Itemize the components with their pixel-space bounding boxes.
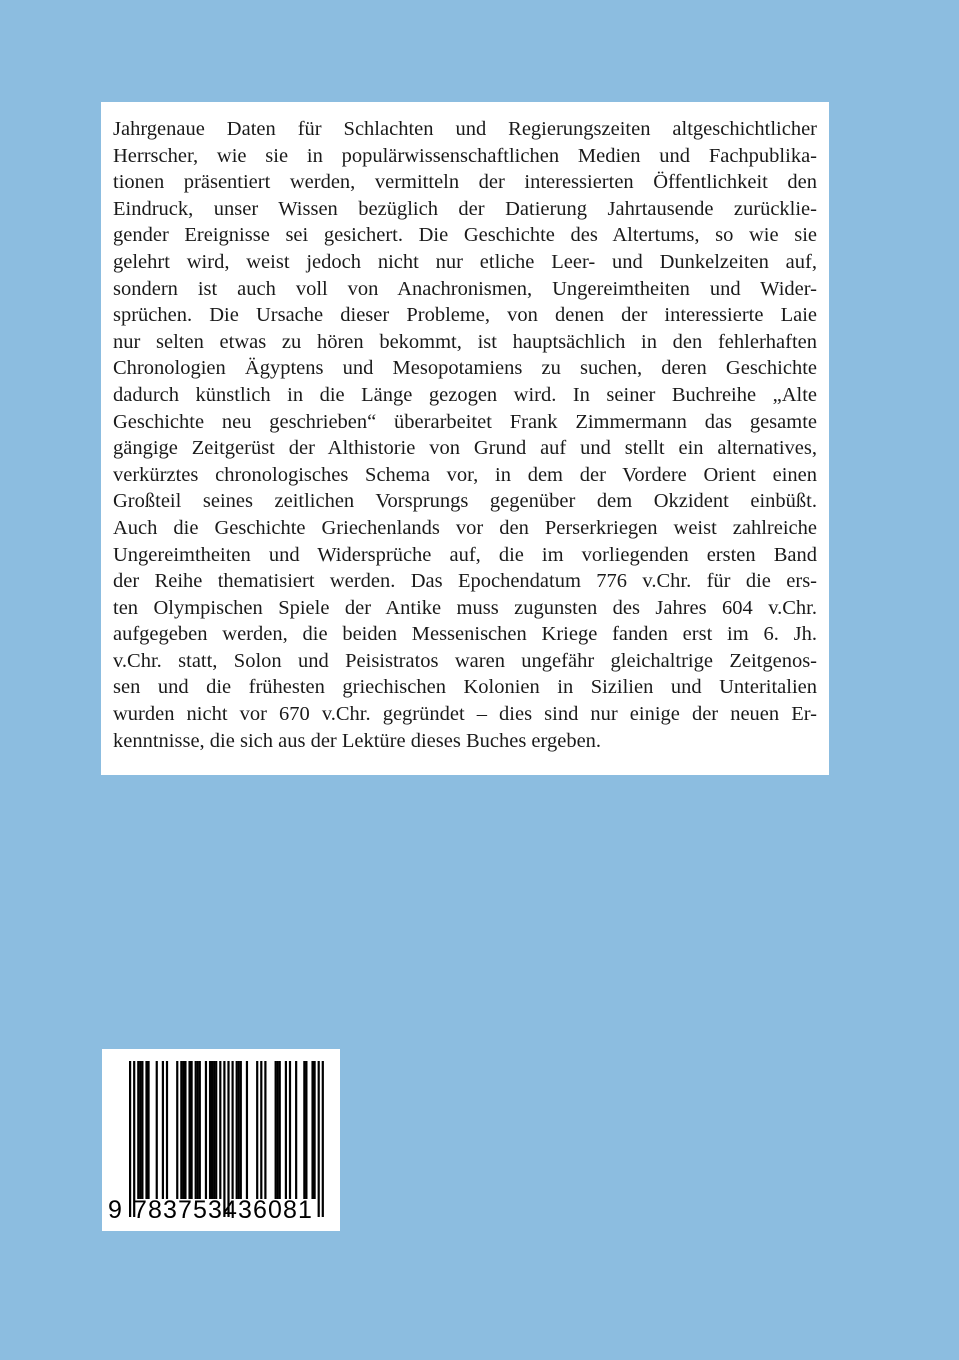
barcode-bar (289, 1061, 291, 1199)
barcode-bar (238, 1061, 240, 1199)
barcode-bar (166, 1061, 168, 1199)
barcode-bar (162, 1061, 164, 1199)
blurb-line: sondern ist auch voll von Anachronismen, Ungereimtheiten und Wider- (113, 277, 817, 300)
blurb-line: Großteil seines zeitlichen Vorsprungs gegenüber dem Okzident einbüßt. (113, 490, 817, 513)
barcode-bar (305, 1061, 307, 1199)
barcode-bar (195, 1061, 197, 1199)
barcode-bar (240, 1061, 242, 1199)
barcode-bar (141, 1061, 143, 1199)
blurb-line: Herrscher, wie sie in populärwissenschaftlichen Medien und Fachpublika- (113, 144, 817, 167)
barcode-bar (147, 1061, 149, 1199)
barcode-bar (314, 1061, 316, 1199)
barcode-bar (139, 1061, 141, 1199)
barcode-bar (264, 1061, 266, 1199)
blurb-line: ten Olympischen Spiele der Antike muss zugunsten des Jahres 604 v.Chr. (113, 596, 817, 619)
isbn-number (102, 1195, 340, 1225)
barcode-bar (275, 1061, 277, 1199)
barcode-bar (205, 1061, 207, 1199)
barcode-bar (279, 1061, 281, 1199)
barcode-bar (219, 1061, 221, 1199)
barcode-bar (303, 1061, 305, 1199)
blurb-line: sen und die frühesten griechischen Kolonien in Sizilien und Unteritalien (113, 676, 817, 699)
barcode-bar (211, 1061, 213, 1199)
barcode-bar (232, 1061, 234, 1199)
blurb-line: aufgegeben werden, die beiden Messenischen Kriege fanden erst im 6. Jh. (113, 623, 817, 646)
barcode-guard-bar (223, 1061, 225, 1217)
blurb-line: Eindruck, unser Wissen bezüglich der Datierung Jahrtausende zurücklie- (113, 197, 817, 220)
barcode-bar (156, 1061, 158, 1199)
barcode-bar (260, 1061, 262, 1199)
blurb-line: gender Ereignisse sei gesichert. Die Geschichte des Altertums, so wie sie (113, 224, 817, 247)
barcode-bar (145, 1061, 147, 1199)
barcode-bar (199, 1061, 201, 1199)
barcode-guard-bar (129, 1061, 131, 1217)
barcode-bar (213, 1061, 215, 1199)
barcode-bar (277, 1061, 279, 1199)
blurb-line: nur selten etwas zu hören bekommt, ist hauptsächlich in den fehlerhaften (113, 330, 817, 353)
blurb-line: v.Chr. statt, Solon und Peisistratos waren ungefähr gleichaltrige Zeitgenos- (113, 649, 817, 672)
barcode-bar (184, 1061, 186, 1199)
barcode-bar (285, 1061, 287, 1199)
blurb-line: Chronologien Ägyptens und Mesopotamiens zu suchen, deren Geschichte (113, 357, 817, 380)
blurb-line: Geschichte neu geschrieben“ überarbeitet Frank Zimmermann das gesamte (113, 410, 817, 433)
barcode-bar (182, 1061, 184, 1199)
barcode-bar (188, 1061, 190, 1199)
blurb-line: der Reihe thematisiert werden. Das Epochendatum 776 v.Chr. für die ers- (113, 570, 817, 593)
blurb-panel (101, 102, 829, 775)
isbn-lead-digit: 9 (108, 1196, 122, 1224)
blurb-line: gängige Zeitgerüst der Althistorie von Grund auf und stellt ein alternatives, (113, 437, 817, 460)
blurb-line: wurden nicht vor 670 v.Chr. gegründet – dies sind nur einige der neuen Er- (113, 703, 817, 726)
blurb-line: gelehrt wird, weist jedoch nicht nur etliche Leer- und Dunkelzeiten auf, (113, 250, 817, 273)
barcode-bar (180, 1061, 182, 1199)
barcode-bar (236, 1061, 238, 1199)
barcode-bar (295, 1061, 297, 1199)
barcode-bar (256, 1061, 258, 1199)
barcode-bar (209, 1061, 211, 1199)
isbn-digits: 783753436081 (133, 1196, 314, 1224)
blurb-line: Ungereimtheiten und Widersprüche auf, die im vorliegenden ersten Band (113, 543, 817, 566)
barcode-bar (137, 1061, 139, 1199)
barcode-bar (176, 1061, 178, 1199)
barcode-guard-bar (322, 1061, 324, 1217)
blurb-line: verkürztes chronologisches Schema vor, in dem der Vordere Orient einen (113, 463, 817, 486)
barcode-bar (191, 1061, 193, 1199)
blurb-line: Auch die Geschichte Griechenlands vor den Perserkriegen weist zahlreiche (113, 516, 817, 539)
barcode-guard-bar (133, 1061, 135, 1217)
barcode-bar (311, 1061, 313, 1199)
barcode-guard-bar (318, 1061, 320, 1217)
blurb-line: dadurch künstlich in die Länge gezogen wird. In seiner Buchreihe „Alte (113, 383, 817, 406)
isbn-barcode (102, 1049, 340, 1231)
barcode-guard-bar (227, 1061, 229, 1217)
blurb-line: Jahrgenaue Daten für Schlachten und Regierungszeiten altgeschichtlicher (113, 118, 817, 140)
barcode-bar (246, 1061, 248, 1199)
blurb-line: sprüchen. Die Ursache dieser Probleme, von denen der interessierte Laie (113, 304, 817, 327)
blurb-line: tionen präsentiert werden, vermitteln der interessierten Öffentlichkeit den (113, 171, 817, 194)
blurb-line: kenntnisse, die sich aus der Lektüre dieses Buches ergeben. (113, 729, 602, 752)
barcode-bar (215, 1061, 217, 1199)
barcode-bar (197, 1061, 199, 1199)
